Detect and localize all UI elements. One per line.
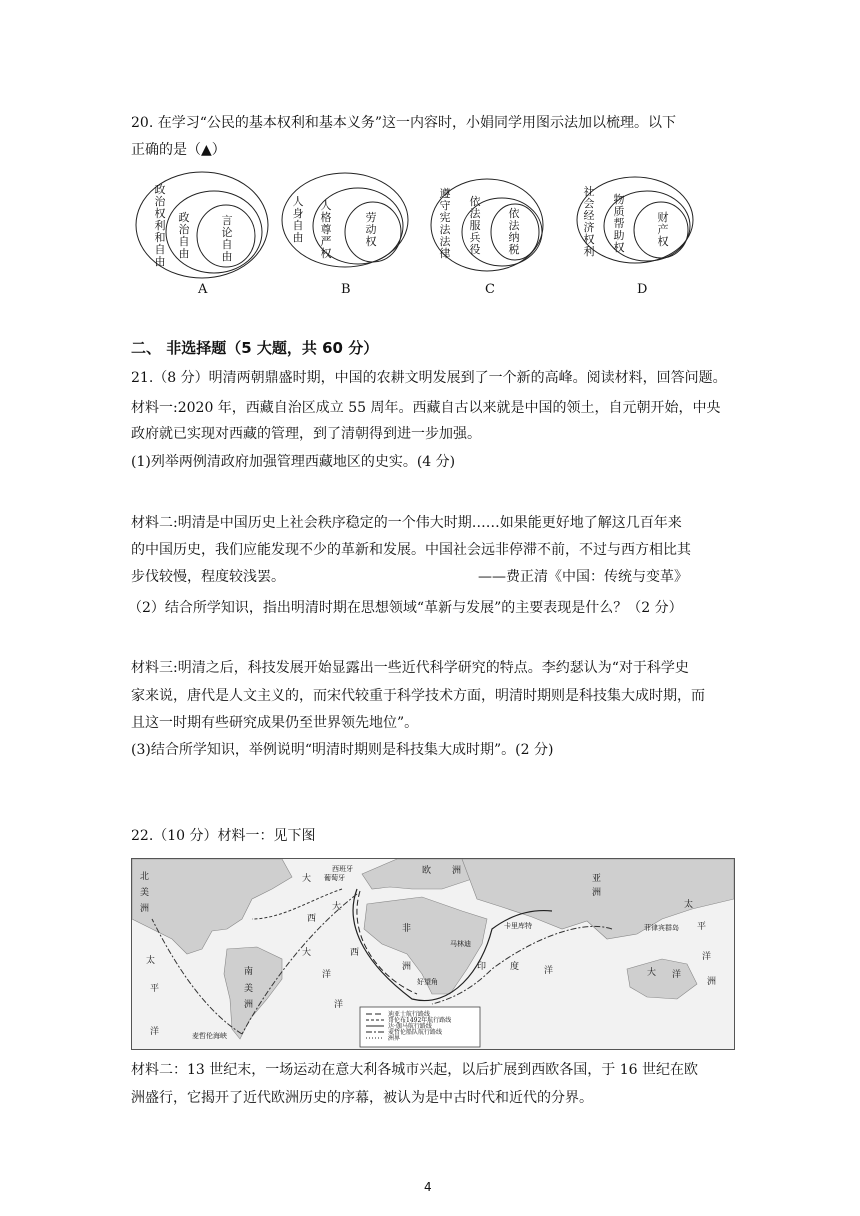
map-label: 大 <box>332 902 342 912</box>
option-c-letter: C <box>485 282 495 297</box>
map-label: 非 <box>402 924 412 934</box>
map-label: 洲 <box>402 962 412 972</box>
q21-material2-line3: 步伐较慢，程度较浅罢。 <box>131 569 285 585</box>
q20-stem-line1: 20. 在学习“公民的基本权利和基本义务”这一内容时，小娟同学用图示法加以梳理。以下 <box>131 115 677 131</box>
diagram-b-outer-label: 人身自由 <box>292 195 304 244</box>
map-label: 平 <box>150 984 160 994</box>
diagram-d-outer-label: 社会经济权利 <box>583 185 595 258</box>
map-label: 亚 <box>592 874 602 884</box>
map-label: 印 <box>477 962 487 972</box>
map-label: 洲 <box>140 904 150 914</box>
option-b-letter: B <box>341 282 351 297</box>
map-label: 好望角 <box>417 978 438 986</box>
map-label: 平 <box>697 922 707 932</box>
map-label: 美 <box>140 888 150 898</box>
q22-world-map <box>131 858 735 1050</box>
option-a-letter: A <box>198 282 208 297</box>
map-label: 洋 <box>322 970 332 980</box>
map-label: 大 <box>302 948 312 958</box>
map-label: 洋 <box>702 952 712 962</box>
page-number: 4 <box>424 1180 432 1194</box>
map-label: 菲律宾群岛 <box>644 924 679 932</box>
q21-material1-line1: 材料一:2020 年，西藏自治区成立 55 周年。西藏自古以来就是中国的领土，自元朝开始，中央 <box>131 400 721 416</box>
map-label: 洋 <box>334 1000 344 1010</box>
map-label: 洲 <box>452 866 462 876</box>
q21-question3: (3)结合所学知识，举例说明“明清时期则是科技集大成时期”。(2 分) <box>131 742 554 758</box>
q21-material1-line2: 政府就已实现对西藏的管理，到了清朝得到进一步加强。 <box>131 426 481 442</box>
q21-material2-source: ——费正清《中国：传统与变革》 <box>478 569 688 585</box>
map-legend-label: 洲界 <box>388 1035 401 1042</box>
map-label: 洲 <box>244 1000 254 1010</box>
map-label: 北 <box>140 872 150 882</box>
map-label: 卡里库特 <box>504 922 532 930</box>
map-label: 洋 <box>672 970 682 980</box>
q20-stem-line2: 正确的是（▲） <box>131 142 226 158</box>
map-label: 洋 <box>544 966 554 976</box>
option-d-letter: D <box>637 282 648 297</box>
diagram-b-inner-label: 劳动权 <box>365 211 377 248</box>
diagram-a-outer-label: 政治权利和自由 <box>154 183 166 268</box>
diagram-a-middle-label: 政治自由 <box>178 211 190 260</box>
q22-material2-line1: 材料二：13 世纪末，一场运动在意大利各城市兴起，以后扩展到西欧各国，于 16 世纪在欧 <box>131 1062 698 1078</box>
q21-material2-line1: 材料二:明清是中国历史上社会秩序稳定的一个伟大时期……如果能更好地了解这几百年来 <box>131 515 682 531</box>
diagram-b-middle-label: 人格尊严权 <box>320 199 332 260</box>
map-label: 洋 <box>150 1027 160 1037</box>
map-label: 南 <box>244 967 254 977</box>
q21-question1: (1)列举两例清政府加强管理西藏地区的史实。(4 分) <box>131 454 456 470</box>
q21-intro: 21.（8 分）明清两朝鼎盛时期，中国的农耕文明发展到了一个新的高峰。阅读材料，回答问题。 <box>131 370 727 386</box>
q20-circle-diagrams <box>0 0 860 310</box>
map-label: 马林迪 <box>450 940 471 948</box>
q21-material3-line3: 且这一时期有些研究成果仍至世界领先地位”。 <box>131 715 419 731</box>
q21-material3-line1: 材料三:明清之后，科技发展开始显露出一些近代科学研究的特点。李约瑟认为“对于科学史 <box>131 660 689 676</box>
map-label: 度 <box>510 962 520 972</box>
q22-intro: 22.（10 分）材料一：见下图 <box>131 828 316 844</box>
diagram-a-inner-label: 言论自由 <box>221 214 233 263</box>
map-label: 西 <box>307 914 317 924</box>
q21-material3-line2: 家来说，唐代是人文主义的，而宋代较重于科学技术方面，明清时期则是科技集大成时期，而 <box>131 688 705 704</box>
map-label: 麦哲伦海峡 <box>192 1032 227 1040</box>
map-label: 葡萄牙 <box>324 874 345 882</box>
map-legend-label: 麦哲伦船队航行路线 <box>388 1029 443 1036</box>
map-label: 美 <box>244 984 254 994</box>
map-label: 西 <box>350 948 360 958</box>
map-label: 洲 <box>592 888 602 898</box>
q21-material2-line2: 的中国历史，我们应能发现不少的革新和发展。中国社会远非停滞不前，不过与西方相比其 <box>131 542 691 558</box>
map-label: 西班牙 <box>332 865 353 873</box>
map-label: 太 <box>146 956 156 966</box>
map-label: 太 <box>684 900 694 910</box>
map-label: 欧 <box>422 866 432 876</box>
diagram-c-outer-label: 遵守宪法法律 <box>439 187 451 260</box>
q21-question2: （2）结合所学知识，指出明清时期在思想领域“革新与发展”的主要表现是什么？（2 分） <box>128 600 683 616</box>
map-legend-label: 哥伦布1492年航行路线 <box>388 1017 452 1024</box>
q22-material2-line2: 洲盛行，它揭开了近代欧洲历史的序幕，被认为是中古时代和近代的分界。 <box>131 1090 593 1106</box>
diagram-c-middle-label: 依法服兵役 <box>469 195 481 256</box>
diagram-d-inner-label: 财产权 <box>657 211 669 248</box>
map-legend-label: 迪亚士航行路线 <box>388 1011 431 1018</box>
map-label: 大 <box>647 968 657 978</box>
map-label: 洲 <box>707 977 717 987</box>
diagram-c-inner-label: 依法纳税 <box>508 207 520 256</box>
diagram-d-middle-label: 物质帮助权 <box>613 193 625 254</box>
map-label: 大 <box>302 874 312 884</box>
map-legend-label: 达·伽马航行路线 <box>388 1023 432 1030</box>
section-2-heading: 二、 非选择题（5 大题，共 60 分） <box>131 339 379 357</box>
